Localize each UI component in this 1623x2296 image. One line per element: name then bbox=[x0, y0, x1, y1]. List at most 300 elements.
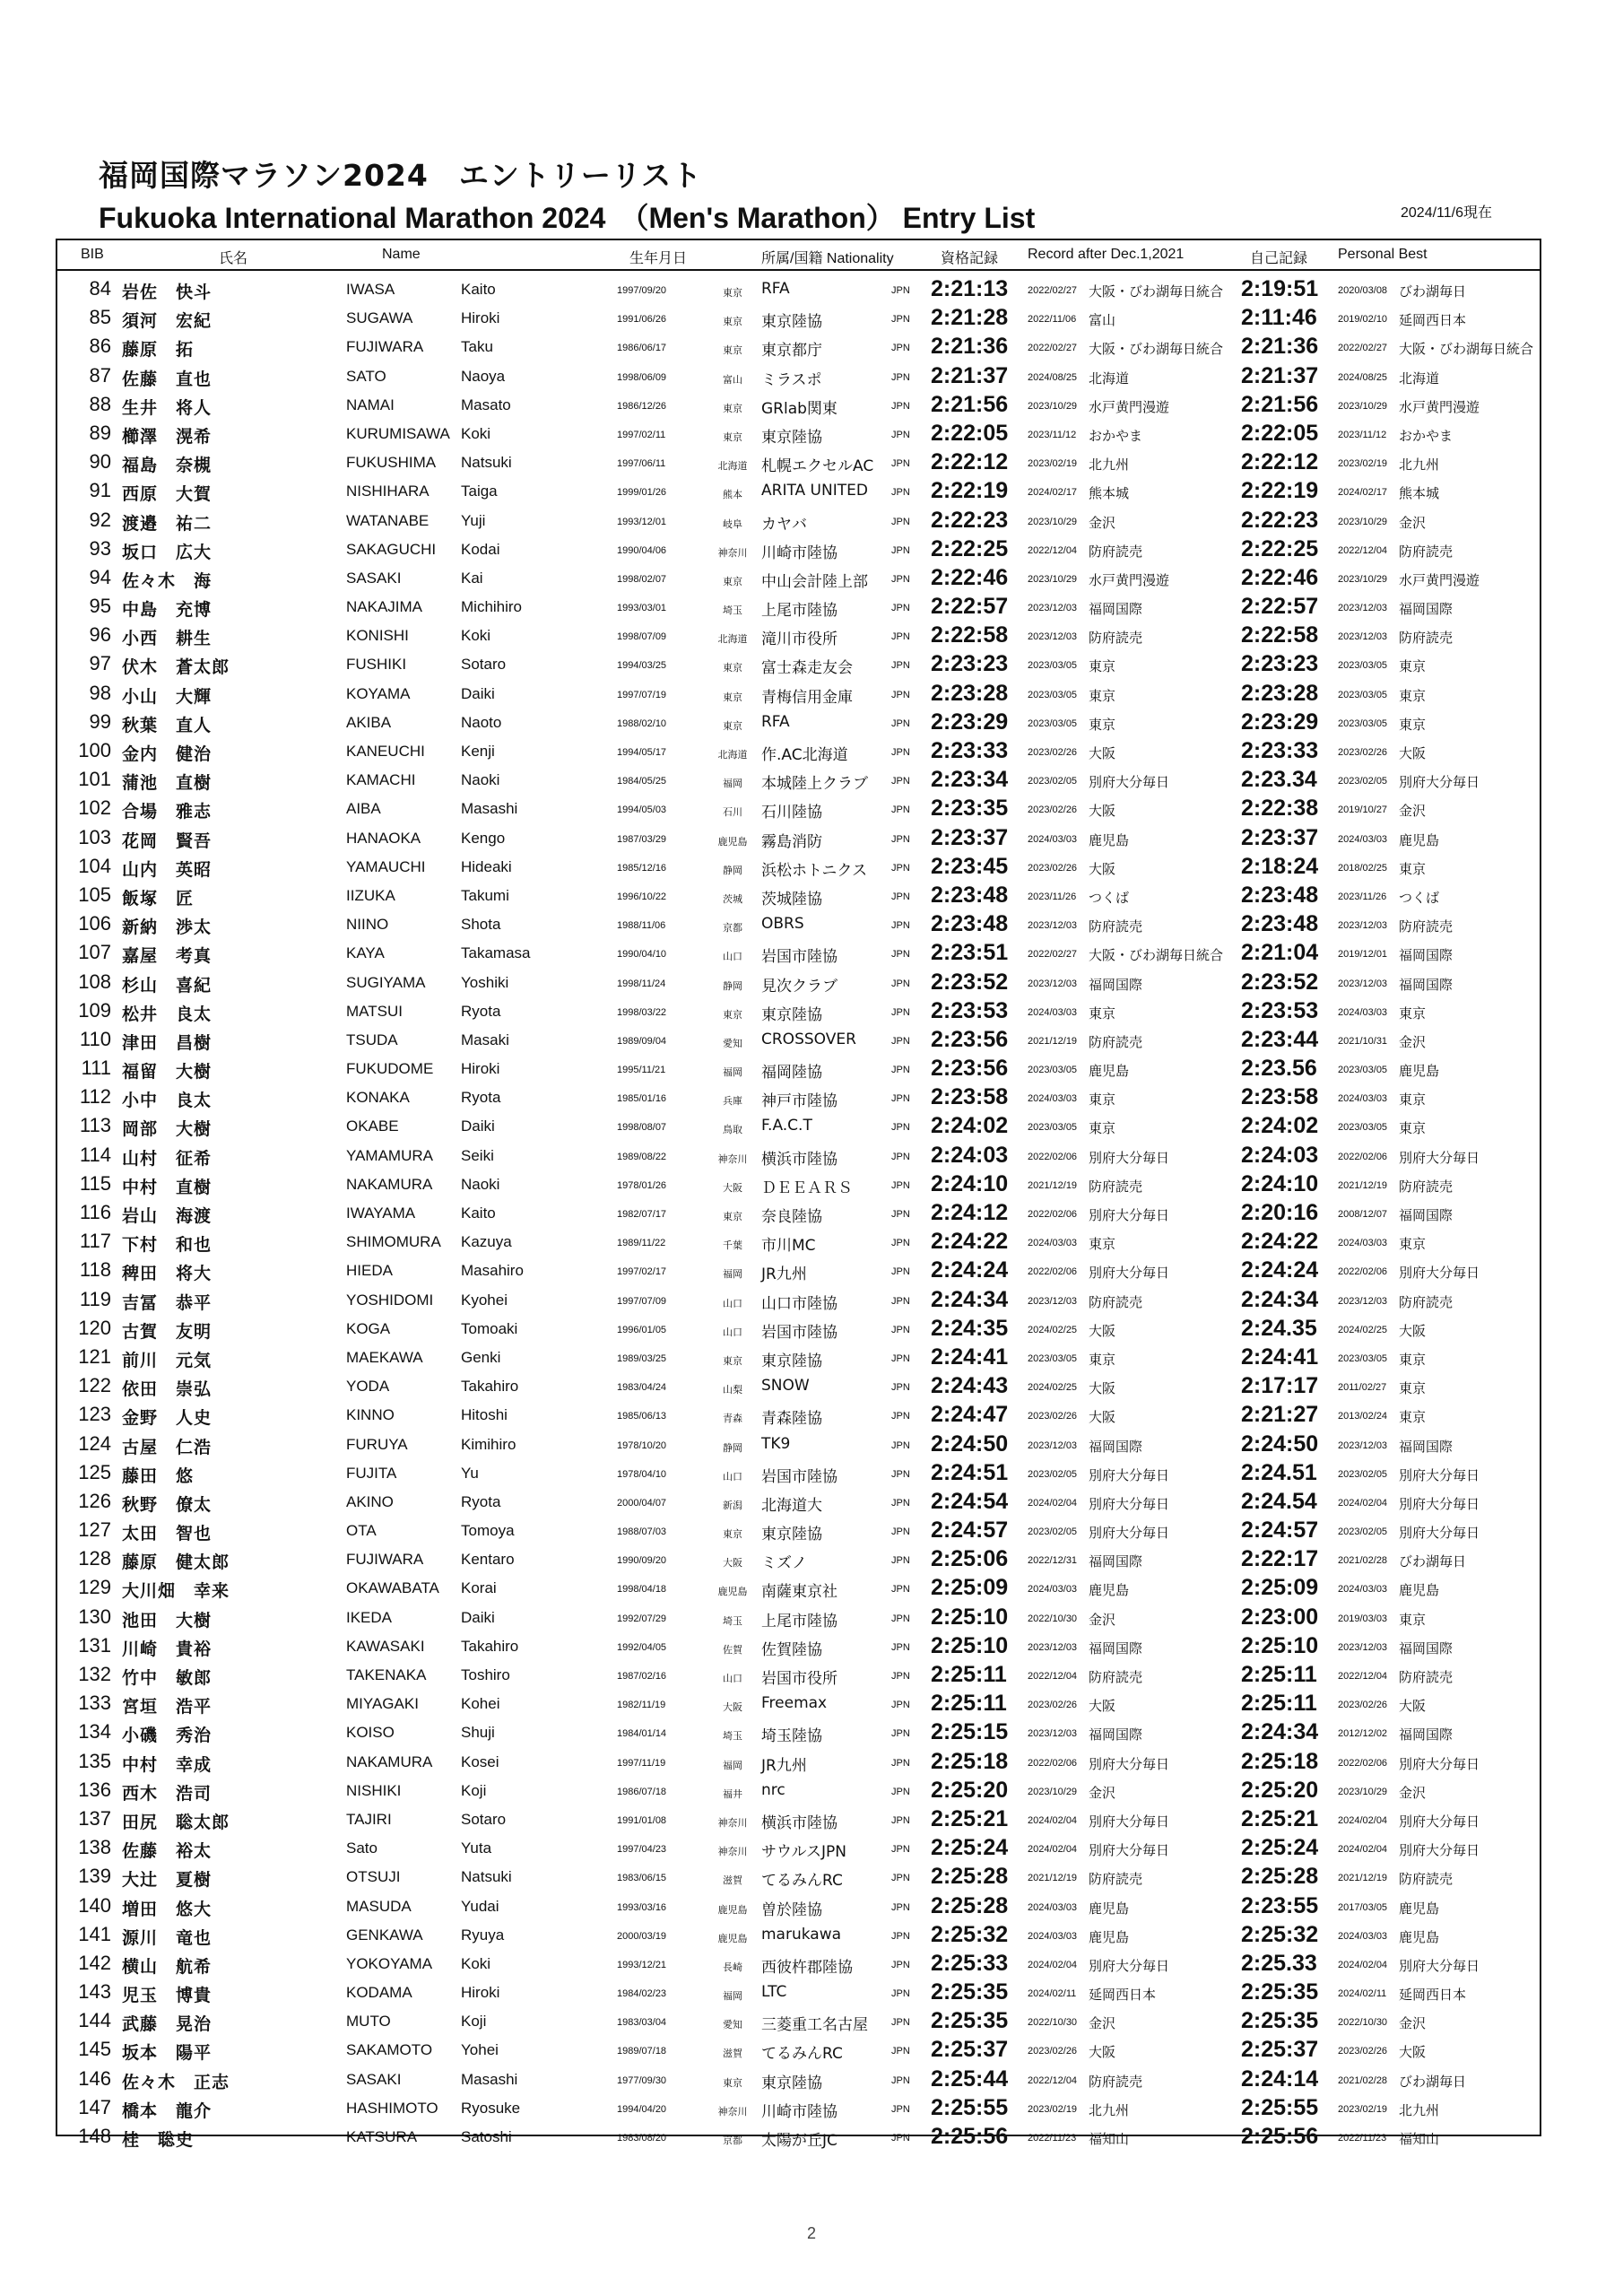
personal-best-race: 別府大分毎日 bbox=[1399, 1525, 1480, 1542]
name-ja: 佐藤 裕太 bbox=[122, 1841, 213, 1862]
personal-best-time: 2:24:10 bbox=[1241, 1170, 1319, 1196]
personal-best-time: 2:25:21 bbox=[1241, 1805, 1319, 1831]
first-name: Masashi bbox=[461, 2070, 518, 2088]
bib: 131 bbox=[78, 1633, 111, 1657]
last-name: FUKUSHIMA bbox=[346, 454, 437, 472]
table-row bbox=[57, 536, 1540, 565]
qualifying-time: 2:25:28 bbox=[931, 1892, 1009, 1918]
birth-date: 1999/01/26 bbox=[617, 487, 667, 499]
birth-date: 1983/03/04 bbox=[617, 2017, 667, 2029]
qualifying-date: 2021/12/19 bbox=[1028, 1873, 1078, 1884]
last-name: YAMAMURA bbox=[346, 1146, 433, 1164]
bib: 118 bbox=[79, 1258, 111, 1282]
prefecture: 東京 bbox=[723, 1528, 742, 1541]
prefecture: 東京 bbox=[723, 402, 742, 414]
qualifying-time: 2:21:28 bbox=[931, 305, 1009, 331]
name-ja: 下村 和也 bbox=[122, 1235, 213, 1256]
qualifying-date: 2024/02/11 bbox=[1028, 1988, 1077, 2000]
bib: 148 bbox=[78, 2125, 111, 2147]
qualifying-date: 2023/12/03 bbox=[1028, 1728, 1078, 1740]
affiliation: 奈良陸協 bbox=[761, 1208, 822, 1226]
personal-best-date: 2017/03/05 bbox=[1338, 1901, 1388, 1913]
qualifying-time: 2:25:10 bbox=[931, 1604, 1009, 1630]
table-row bbox=[57, 970, 1540, 998]
table-row bbox=[57, 1171, 1540, 1200]
first-name: Yohei bbox=[461, 2041, 499, 2059]
personal-best-time: 2:22:19 bbox=[1241, 478, 1319, 504]
nationality: JPN bbox=[891, 776, 910, 787]
qualifying-date: 2024/03/03 bbox=[1028, 1006, 1078, 1018]
nationality: JPN bbox=[891, 1901, 910, 1913]
last-name: KATSURA bbox=[346, 2128, 418, 2145]
qualifying-race: 大阪 bbox=[1089, 1380, 1116, 1397]
affiliation: 東京陸協 bbox=[761, 1352, 822, 1370]
nationality: JPN bbox=[891, 2017, 910, 2029]
affiliation: RFA bbox=[761, 280, 790, 298]
bib: 124 bbox=[78, 1431, 111, 1455]
personal-best-date: 2021/02/28 bbox=[1338, 1555, 1388, 1567]
affiliation: 東京陸協 bbox=[761, 1526, 822, 1544]
bib: 107 bbox=[78, 941, 111, 964]
first-name: Kimihiro bbox=[461, 1435, 516, 1453]
affiliation: 西彼杵郡陸協 bbox=[761, 1958, 853, 1977]
personal-best-date: 2023/02/26 bbox=[1338, 2046, 1388, 2057]
first-name: Koki bbox=[461, 627, 491, 645]
table-row bbox=[57, 911, 1540, 940]
first-name: Koki bbox=[461, 424, 491, 442]
prefecture: 岐阜 bbox=[723, 517, 742, 530]
personal-best-time: 2:21:04 bbox=[1241, 940, 1319, 966]
personal-best-date: 2024/08/25 bbox=[1338, 371, 1388, 383]
affiliation: CROSSOVER bbox=[761, 1030, 856, 1048]
first-name: Kentaro bbox=[461, 1551, 515, 1569]
affiliation: 見次クラブ bbox=[761, 977, 838, 996]
qualifying-race: 別府大分毎日 bbox=[1089, 1466, 1170, 1483]
prefecture: 神奈川 bbox=[717, 1152, 748, 1165]
birth-date: 1993/03/16 bbox=[617, 1901, 667, 1913]
name-ja: 佐藤 直也 bbox=[122, 369, 213, 389]
bib: 93 bbox=[89, 536, 111, 560]
birth-date: 1988/11/06 bbox=[617, 920, 666, 932]
prefecture: 神奈川 bbox=[717, 1846, 748, 1858]
qualifying-time: 2:24:34 bbox=[931, 1286, 1009, 1312]
qualifying-race: 福岡国際 bbox=[1089, 1438, 1143, 1455]
qualifying-time: 2:23:33 bbox=[931, 738, 1009, 763]
personal-best-date: 2023/11/26 bbox=[1338, 891, 1387, 902]
qualifying-time: 2:24:10 bbox=[931, 1170, 1009, 1196]
personal-best-time: 2:25:11 bbox=[1241, 1691, 1317, 1717]
qualifying-race: 東京 bbox=[1089, 658, 1116, 675]
qualifying-time: 2:25:15 bbox=[931, 1719, 1009, 1745]
affiliation: 札幌エクセルAC bbox=[761, 457, 874, 476]
nationality: JPN bbox=[891, 285, 910, 296]
prefecture: 鹿児島 bbox=[717, 1932, 748, 1944]
affiliation: 神戸市陸協 bbox=[761, 1092, 838, 1111]
affiliation: F.A.C.T bbox=[761, 1117, 812, 1135]
qualifying-race: 防府読売 bbox=[1089, 1871, 1143, 1888]
table-row bbox=[57, 1460, 1540, 1489]
birth-date: 1998/02/07 bbox=[617, 573, 667, 585]
last-name: YAMAUCHI bbox=[346, 857, 426, 875]
first-name: Ryosuke bbox=[461, 2099, 521, 2117]
first-name: Ryuya bbox=[461, 1926, 505, 1944]
qualifying-race: 福岡国際 bbox=[1089, 976, 1143, 993]
affiliation: 霧島消防 bbox=[761, 832, 822, 851]
qualifying-race: 大阪・びわ湖毎日統合 bbox=[1089, 283, 1224, 300]
qualifying-date: 2023/03/05 bbox=[1028, 1122, 1078, 1134]
name-ja: 源川 竜也 bbox=[122, 1927, 213, 1948]
last-name: OTA bbox=[346, 1522, 377, 1540]
first-name: Daiki bbox=[461, 1608, 495, 1626]
name-ja: 大川畑 幸来 bbox=[122, 1581, 230, 1602]
nationality: JPN bbox=[891, 1295, 910, 1307]
personal-best-time: 2:21:37 bbox=[1241, 362, 1319, 388]
affiliation: 曽於陸協 bbox=[761, 1900, 822, 1919]
qualifying-date: 2023/03/05 bbox=[1028, 1352, 1078, 1364]
personal-best-date: 2021/12/19 bbox=[1338, 1873, 1388, 1884]
qualifying-race: 東京 bbox=[1089, 1236, 1116, 1253]
table-row bbox=[57, 478, 1540, 507]
affiliation: 三菱重工名古屋 bbox=[761, 2016, 868, 2035]
prefecture: 埼玉 bbox=[723, 1730, 742, 1743]
qualifying-time: 2:25:33 bbox=[931, 1950, 1009, 1976]
name-ja: 増田 悠大 bbox=[122, 1899, 213, 1919]
first-name: Ryota bbox=[461, 1002, 501, 1020]
qualifying-race: 防府読売 bbox=[1089, 543, 1143, 560]
qualifying-date: 2024/03/03 bbox=[1028, 1901, 1078, 1913]
qualifying-time: 2:25:55 bbox=[931, 2094, 1009, 2120]
qualifying-race: 金沢 bbox=[1089, 514, 1116, 531]
prefecture: 山口 bbox=[723, 1297, 742, 1309]
table-row bbox=[57, 1951, 1540, 1979]
personal-best-time: 2:23:33 bbox=[1241, 738, 1319, 763]
bib: 108 bbox=[78, 970, 111, 993]
last-name: HIEDA bbox=[346, 1262, 393, 1280]
personal-best-time: 2:25.33 bbox=[1241, 1950, 1317, 1976]
qualifying-date: 2023/02/26 bbox=[1028, 2046, 1078, 2057]
bib: 91 bbox=[89, 479, 111, 502]
personal-best-race: 東京 bbox=[1399, 1120, 1427, 1137]
prefecture: 福岡 bbox=[723, 1066, 742, 1079]
first-name: Tomoaki bbox=[461, 1319, 518, 1337]
nationality: JPN bbox=[891, 1988, 910, 2000]
personal-best-time: 2:22:05 bbox=[1241, 420, 1319, 446]
name-ja: 太田 智也 bbox=[122, 1524, 213, 1544]
personal-best-date: 2023/02/26 bbox=[1338, 1700, 1388, 1711]
personal-best-date: 2023/12/03 bbox=[1338, 920, 1388, 932]
name-ja: 岩佐 快斗 bbox=[122, 283, 213, 302]
qualifying-date: 2024/02/04 bbox=[1028, 1497, 1078, 1509]
qualifying-race: 東京 bbox=[1089, 1120, 1116, 1137]
nationality: JPN bbox=[891, 371, 910, 383]
birth-date: 1997/11/19 bbox=[617, 1757, 666, 1769]
birth-date: 2000/03/19 bbox=[617, 1930, 667, 1942]
prefecture: 鳥取 bbox=[723, 1124, 742, 1136]
bib: 146 bbox=[78, 2066, 111, 2090]
nationality: JPN bbox=[891, 1035, 910, 1047]
name-ja: 吉冨 恭平 bbox=[122, 1292, 213, 1313]
qualifying-time: 2:24:24 bbox=[931, 1257, 1009, 1283]
affiliation: 東京陸協 bbox=[761, 2074, 822, 2092]
nationality: JPN bbox=[891, 1641, 910, 1653]
nationality: JPN bbox=[891, 2103, 910, 2115]
last-name: NAKAJIMA bbox=[346, 598, 423, 616]
nationality: JPN bbox=[891, 1844, 910, 1856]
name-ja: 小磯 秀治 bbox=[122, 1726, 213, 1746]
affiliation: 佐賀陸協 bbox=[761, 1640, 822, 1659]
qualifying-race: 防府読売 bbox=[1089, 1033, 1143, 1050]
personal-best-time: 2:25:35 bbox=[1241, 2008, 1319, 2034]
table-row bbox=[57, 1056, 1540, 1084]
birth-date: 2000/04/07 bbox=[617, 1497, 667, 1509]
table-body bbox=[57, 276, 1540, 2152]
qualifying-date: 2023/12/03 bbox=[1028, 1295, 1078, 1307]
name-ja: 坂口 広大 bbox=[122, 542, 213, 562]
birth-date: 1984/02/23 bbox=[617, 1988, 667, 2000]
qualifying-date: 2024/03/03 bbox=[1028, 1093, 1078, 1105]
bib: 105 bbox=[78, 883, 111, 906]
first-name: Kazuya bbox=[461, 1233, 512, 1251]
personal-best-date: 2022/02/06 bbox=[1338, 1151, 1388, 1162]
affiliation: 太陽が丘JC bbox=[761, 2132, 838, 2150]
qualifying-time: 2:25:44 bbox=[931, 2066, 1009, 2092]
birth-date: 1988/02/10 bbox=[617, 718, 667, 729]
qualifying-time: 2:21:37 bbox=[931, 362, 1009, 388]
qualifying-race: 鹿児島 bbox=[1089, 1928, 1130, 1945]
qualifying-date: 2023/02/26 bbox=[1028, 862, 1078, 874]
header-pb-ja: 自己記録 bbox=[1250, 251, 1308, 266]
personal-best-race: 金沢 bbox=[1399, 1784, 1427, 1801]
affiliation: RFA bbox=[761, 712, 790, 731]
personal-best-race: 福岡国際 bbox=[1399, 1438, 1454, 1455]
birth-date: 1996/10/22 bbox=[617, 891, 667, 902]
birth-date: 1997/02/17 bbox=[617, 1266, 667, 1278]
prefecture: 熊本 bbox=[723, 489, 742, 501]
last-name: NIINO bbox=[346, 916, 389, 934]
affiliation: カヤバ bbox=[761, 515, 807, 534]
qualifying-date: 2024/02/17 bbox=[1028, 487, 1078, 499]
personal-best-date: 2022/02/27 bbox=[1338, 343, 1388, 354]
qualifying-date: 2024/02/25 bbox=[1028, 1324, 1078, 1335]
personal-best-time: 2:24:14 bbox=[1241, 2066, 1319, 2092]
nationality: JPN bbox=[891, 833, 910, 845]
nationality: JPN bbox=[891, 1613, 910, 1624]
qualifying-race: 福岡国際 bbox=[1089, 1639, 1143, 1657]
prefecture: 東京 bbox=[723, 316, 742, 328]
bib: 98 bbox=[89, 681, 111, 704]
first-name: Hiroki bbox=[461, 1984, 500, 2002]
header-name: Name bbox=[382, 247, 421, 262]
table-row bbox=[57, 334, 1540, 362]
qualifying-time: 2:25:32 bbox=[931, 1921, 1009, 1947]
birth-date: 1989/08/22 bbox=[617, 1151, 667, 1162]
name-ja: 児玉 博貴 bbox=[122, 1986, 213, 2006]
qualifying-date: 2023/02/05 bbox=[1028, 1468, 1078, 1480]
qualifying-time: 2:22:23 bbox=[931, 507, 1009, 533]
birth-date: 1985/06/13 bbox=[617, 1411, 667, 1422]
personal-best-time: 2:21:27 bbox=[1241, 1402, 1319, 1428]
last-name: KURUMISAWA bbox=[346, 424, 450, 442]
name-ja: 小西 耕生 bbox=[122, 629, 213, 649]
qualifying-date: 2022/02/06 bbox=[1028, 1266, 1078, 1278]
personal-best-date: 2013/02/24 bbox=[1338, 1411, 1388, 1422]
last-name: TSUDA bbox=[346, 1031, 398, 1048]
qualifying-date: 2022/12/31 bbox=[1028, 1555, 1078, 1567]
personal-best-date: 2023/12/03 bbox=[1338, 1641, 1388, 1653]
name-ja: 津田 昌樹 bbox=[122, 1032, 213, 1053]
table-row bbox=[57, 1893, 1540, 1922]
personal-best-time: 2:24:24 bbox=[1241, 1257, 1319, 1283]
nationality: JPN bbox=[891, 1352, 910, 1364]
bib: 121 bbox=[78, 1344, 111, 1368]
name-ja: 花岡 賢吾 bbox=[122, 831, 213, 851]
qualifying-date: 2022/11/06 bbox=[1028, 314, 1077, 326]
birth-date: 1998/06/09 bbox=[617, 371, 667, 383]
birth-date: 1978/04/10 bbox=[617, 1468, 667, 1480]
qualifying-date: 2024/03/03 bbox=[1028, 833, 1078, 845]
name-ja: 金野 人史 bbox=[122, 1408, 213, 1429]
personal-best-date: 2011/02/27 bbox=[1338, 1382, 1387, 1394]
personal-best-date: 2024/02/04 bbox=[1338, 1497, 1388, 1509]
name-ja: 中村 直樹 bbox=[122, 1177, 213, 1197]
personal-best-date: 2023/12/03 bbox=[1338, 631, 1388, 643]
qualifying-date: 2023/02/19 bbox=[1028, 458, 1078, 470]
personal-best-time: 2:19:51 bbox=[1241, 276, 1319, 301]
qualifying-race: 鹿児島 bbox=[1089, 1063, 1130, 1080]
personal-best-time: 2:25:32 bbox=[1241, 1921, 1319, 1947]
personal-best-race: 大阪 bbox=[1399, 2044, 1427, 2061]
name-ja: 蒲池 直樹 bbox=[122, 773, 213, 794]
bib: 144 bbox=[78, 2009, 111, 2032]
table-row bbox=[57, 508, 1540, 536]
bib: 92 bbox=[89, 508, 111, 531]
last-name: YOSHIDOMI bbox=[346, 1291, 434, 1309]
nationality: JPN bbox=[891, 1179, 910, 1191]
table-row bbox=[57, 1316, 1540, 1344]
personal-best-date: 2021/02/28 bbox=[1338, 2074, 1388, 2086]
personal-best-race: 鹿児島 bbox=[1399, 1582, 1440, 1599]
nationality: JPN bbox=[891, 1728, 910, 1740]
personal-best-date: 2022/10/30 bbox=[1338, 2017, 1388, 2029]
table-row bbox=[57, 1344, 1540, 1373]
qualifying-race: 金沢 bbox=[1089, 1784, 1116, 1801]
birth-date: 1990/04/10 bbox=[617, 949, 667, 961]
personal-best-time: 2:23:28 bbox=[1241, 680, 1319, 706]
first-name: Kodai bbox=[461, 540, 500, 558]
first-name: Kohei bbox=[461, 1695, 500, 1713]
qualifying-race: 鹿児島 bbox=[1089, 1900, 1130, 1917]
last-name: YODA bbox=[346, 1378, 390, 1396]
bib: 100 bbox=[78, 739, 111, 761]
last-name: NISHIHARA bbox=[346, 483, 430, 500]
affiliation: Freemax bbox=[761, 1694, 828, 1713]
qualifying-date: 2023/12/03 bbox=[1028, 978, 1078, 989]
first-name: Toshiro bbox=[461, 1666, 510, 1683]
bib: 138 bbox=[78, 1836, 111, 1859]
table-row bbox=[57, 796, 1540, 824]
name-ja: 坂本 陽平 bbox=[122, 2043, 213, 2064]
qualifying-race: 富山 bbox=[1089, 312, 1116, 329]
name-ja: 横山 航希 bbox=[122, 1956, 213, 1977]
prefecture: 福井 bbox=[723, 1787, 742, 1800]
name-ja: 須河 宏紀 bbox=[122, 311, 213, 332]
personal-best-time: 2:23:00 bbox=[1241, 1604, 1319, 1630]
qualifying-date: 2023/02/19 bbox=[1028, 2103, 1078, 2115]
affiliation: OBRS bbox=[761, 915, 804, 934]
birth-date: 1985/12/16 bbox=[617, 862, 667, 874]
personal-best-time: 2:24.54 bbox=[1241, 1488, 1317, 1514]
personal-best-race: 防府読売 bbox=[1399, 1669, 1454, 1685]
personal-best-race: 大阪 bbox=[1399, 745, 1427, 761]
personal-best-race: 別府大分毎日 bbox=[1399, 1265, 1480, 1282]
first-name: Taku bbox=[461, 338, 493, 356]
nationality: JPN bbox=[891, 1814, 910, 1826]
name-ja: 川崎 貴裕 bbox=[122, 1639, 213, 1659]
table-row bbox=[57, 2066, 1540, 2095]
nationality: JPN bbox=[891, 314, 910, 326]
name-ja: 宮垣 浩平 bbox=[122, 1697, 213, 1718]
personal-best-date: 2023/10/29 bbox=[1338, 516, 1388, 527]
qualifying-date: 2023/02/26 bbox=[1028, 1700, 1078, 1711]
qualifying-date: 2023/02/26 bbox=[1028, 804, 1078, 816]
personal-best-race: 東京 bbox=[1399, 687, 1427, 704]
qualifying-date: 2023/12/03 bbox=[1028, 631, 1078, 643]
personal-best-time: 2:24:02 bbox=[1241, 1113, 1319, 1139]
personal-best-race: 防府読売 bbox=[1399, 1871, 1454, 1888]
qualifying-time: 2:24:50 bbox=[931, 1431, 1009, 1457]
affiliation: てるみんRC bbox=[761, 2045, 843, 2064]
personal-best-race: 別府大分毎日 bbox=[1399, 774, 1480, 791]
personal-best-date: 2023/02/05 bbox=[1338, 1468, 1388, 1480]
bib: 84 bbox=[89, 277, 111, 300]
qualifying-race: 防府読売 bbox=[1089, 918, 1143, 935]
qualifying-date: 2023/03/05 bbox=[1028, 718, 1078, 729]
bib: 109 bbox=[78, 998, 111, 1022]
table-row bbox=[57, 1864, 1540, 1892]
personal-best-date: 2023/03/05 bbox=[1338, 718, 1388, 729]
name-ja: 福留 大樹 bbox=[122, 1062, 213, 1083]
last-name: KAYA bbox=[346, 944, 385, 962]
table-row bbox=[57, 363, 1540, 392]
table-row bbox=[57, 709, 1540, 738]
last-name: FUKUDOME bbox=[346, 1060, 434, 1078]
qualifying-date: 2021/12/19 bbox=[1028, 1179, 1078, 1191]
affiliation: 岩国市陸協 bbox=[761, 948, 838, 967]
qualifying-date: 2023/10/29 bbox=[1028, 573, 1078, 585]
birth-date: 1995/11/21 bbox=[617, 1065, 666, 1076]
qualifying-time: 2:25:56 bbox=[931, 2124, 1009, 2149]
qualifying-race: 大阪・びわ湖毎日統合 bbox=[1089, 947, 1224, 964]
affiliation: 東京都庁 bbox=[761, 342, 822, 361]
prefecture: 佐賀 bbox=[723, 1643, 742, 1656]
personal-best-time: 2:23:48 bbox=[1241, 882, 1319, 908]
nationality: JPN bbox=[891, 1238, 910, 1249]
personal-best-race: 福岡国際 bbox=[1399, 1639, 1454, 1657]
personal-best-time: 2:25:09 bbox=[1241, 1575, 1319, 1601]
nationality: JPN bbox=[891, 1468, 910, 1480]
name-ja: 竹中 敏郎 bbox=[122, 1668, 213, 1688]
first-name: Naoki bbox=[461, 1175, 500, 1193]
last-name: FUJITA bbox=[346, 1464, 397, 1482]
personal-best-race: 水戸黄門漫遊 bbox=[1399, 571, 1480, 588]
qualifying-race: 別府大分毎日 bbox=[1089, 1957, 1170, 1974]
birth-date: 1998/03/22 bbox=[617, 1006, 667, 1018]
prefecture: 大阪 bbox=[723, 1557, 742, 1570]
personal-best-race: 鹿児島 bbox=[1399, 831, 1440, 848]
name-ja: 渡邉 祐二 bbox=[122, 513, 213, 534]
table-row bbox=[57, 2008, 1540, 2037]
prefecture: 東京 bbox=[723, 575, 742, 587]
